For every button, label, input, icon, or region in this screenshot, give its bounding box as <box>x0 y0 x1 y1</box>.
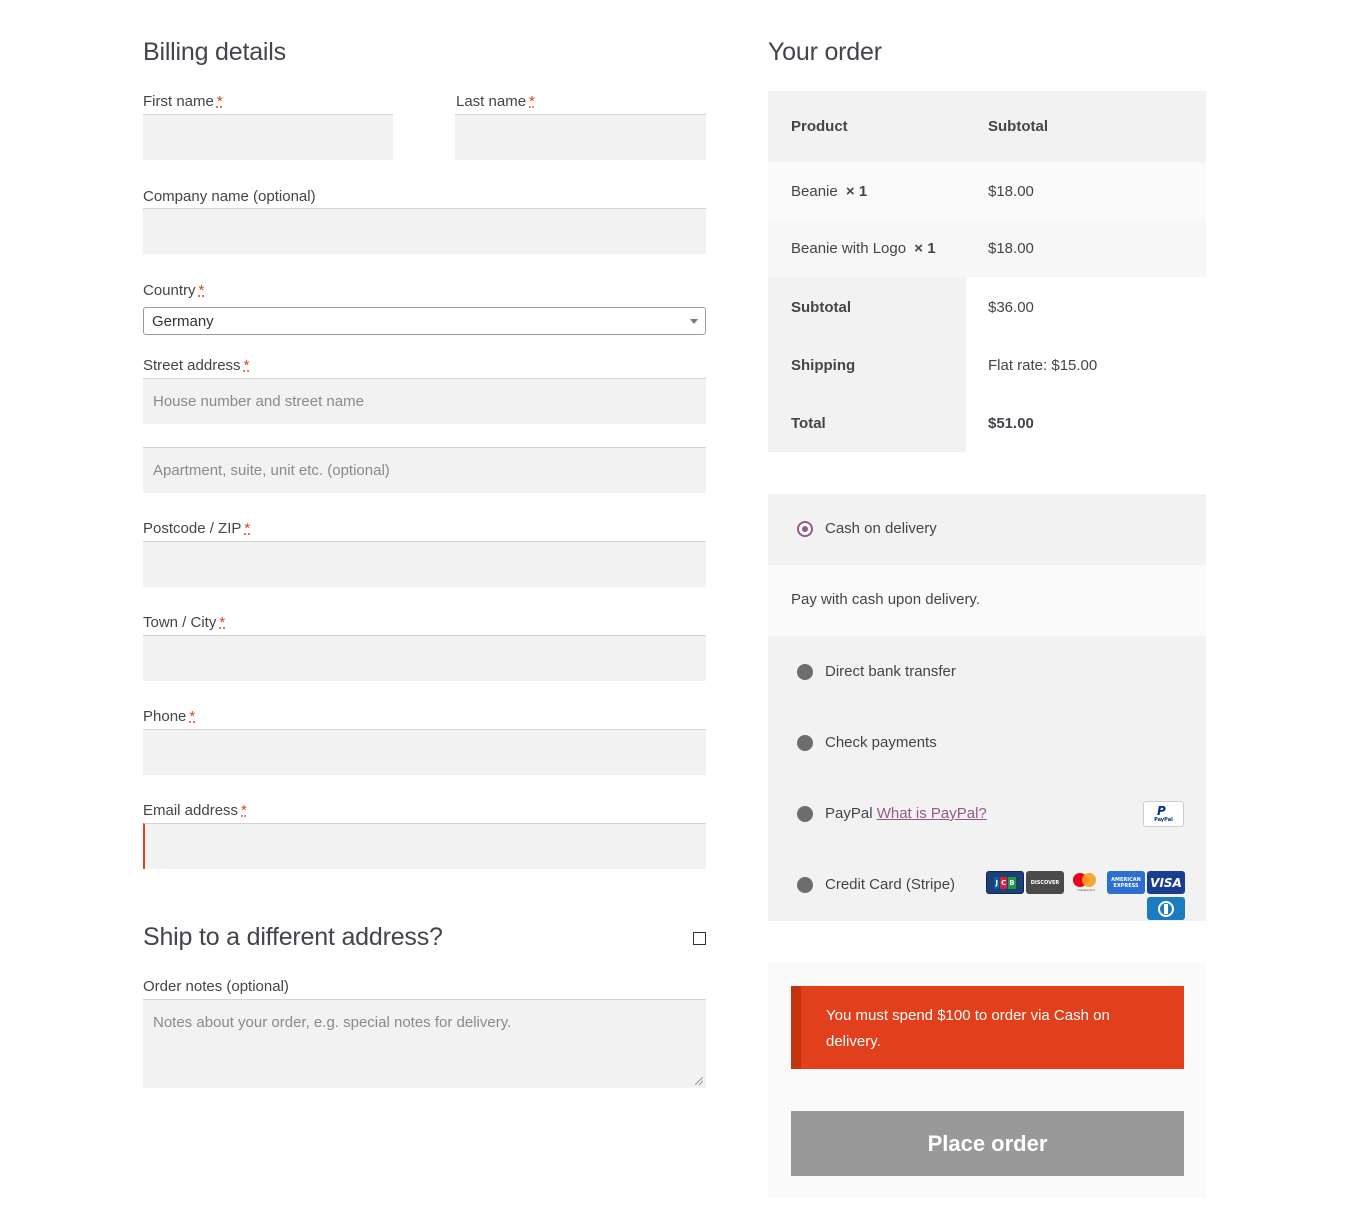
payment-option-bank[interactable] <box>768 636 1206 707</box>
item-price: $18.00 <box>988 183 1034 200</box>
order-table <box>768 91 1206 452</box>
payment-label[interactable]: Credit Card (Stripe) <box>825 876 956 893</box>
diners-card-icon <box>1147 897 1185 920</box>
shipping-label: Shipping <box>791 357 856 374</box>
item-price: $18.00 <box>988 240 1034 257</box>
required-mark: * <box>529 93 535 110</box>
apartment-placeholder: Apartment, suite, unit etc. (optional) <box>153 462 390 479</box>
radio-selected-icon[interactable] <box>797 521 813 537</box>
required-mark: * <box>244 520 251 537</box>
ship-different-title: Ship to a different address? <box>143 923 443 951</box>
payment-label[interactable]: Check payments <box>825 734 937 751</box>
order-notes-label: Order notes (optional) <box>143 978 289 995</box>
apartment-input[interactable] <box>143 447 706 493</box>
payment-label[interactable]: PayPal What is PayPal? <box>825 805 987 822</box>
visa-card-icon: VISA <box>1147 871 1185 894</box>
first-name-label: First name * <box>143 93 223 110</box>
order-notes-textarea[interactable] <box>143 999 706 1088</box>
street-placeholder: House number and street name <box>153 393 364 410</box>
item-name: Beanie with Logo × 1 <box>791 240 936 257</box>
totals-block <box>768 277 1206 452</box>
city-label: Town / City * <box>143 614 226 631</box>
country-value: Germany <box>152 313 214 330</box>
order-title: Your order <box>768 38 882 66</box>
required-mark: * <box>189 708 196 725</box>
country-select[interactable] <box>143 307 706 335</box>
error-notice <box>791 986 1184 1069</box>
first-name-input[interactable] <box>143 114 393 160</box>
table-row <box>768 162 1206 220</box>
payment-methods <box>768 494 1206 921</box>
discover-card-icon: DISCOVER <box>1026 871 1064 894</box>
resize-grip-icon[interactable] <box>695 1077 703 1085</box>
table-header-row <box>768 91 1206 162</box>
payment-option-paypal[interactable] <box>768 778 1206 849</box>
company-label: Company name (optional) <box>143 188 316 205</box>
item-name: Beanie × 1 <box>791 183 868 200</box>
radio-icon[interactable] <box>797 877 813 893</box>
cod-description: Pay with cash upon delivery. <box>791 591 980 608</box>
payment-option-check[interactable] <box>768 707 1206 778</box>
email-label: Email address * <box>143 802 247 819</box>
country-label: Country * <box>143 282 205 299</box>
what-is-paypal-link[interactable]: What is PayPal? <box>876 805 987 822</box>
payment-label[interactable]: Cash on delivery <box>825 520 937 537</box>
table-row <box>768 220 1206 277</box>
email-input[interactable] <box>143 823 706 869</box>
subtotal-label: Subtotal <box>791 299 851 316</box>
radio-icon[interactable] <box>797 664 813 680</box>
payment-option-cod[interactable] <box>768 494 1206 565</box>
total-label: Total <box>791 415 826 432</box>
billing-title: Billing details <box>143 38 286 66</box>
required-mark: * <box>198 282 205 299</box>
required-mark: * <box>219 614 226 631</box>
city-input[interactable] <box>143 635 706 681</box>
street-label: Street address * <box>143 357 250 374</box>
shipping-value: Flat rate: $15.00 <box>988 357 1098 374</box>
ship-different-checkbox[interactable] <box>693 932 706 945</box>
required-mark: * <box>243 357 250 374</box>
postcode-label: Postcode / ZIP * <box>143 520 251 537</box>
postcode-input[interactable] <box>143 541 706 587</box>
total-value: $51.00 <box>988 415 1034 432</box>
jcb-card-icon: J C B <box>986 871 1024 894</box>
chevron-down-icon <box>690 319 698 324</box>
radio-icon[interactable] <box>797 806 813 822</box>
last-name-input[interactable] <box>455 114 706 160</box>
radio-icon[interactable] <box>797 735 813 751</box>
payment-description <box>768 565 1206 636</box>
required-mark: * <box>216 93 223 110</box>
place-order-box <box>768 963 1206 1198</box>
phone-input[interactable] <box>143 729 706 775</box>
payment-label[interactable]: Direct bank transfer <box>825 663 956 680</box>
phone-label: Phone * <box>143 708 196 725</box>
header-product: Product <box>791 118 848 135</box>
place-order-button[interactable]: Place order <box>791 1111 1184 1176</box>
company-input[interactable] <box>143 208 706 254</box>
last-name-label: Last name * <box>456 93 535 110</box>
required-mark: * <box>241 802 247 819</box>
street-input[interactable] <box>143 378 706 424</box>
amex-card-icon: AMERICAN EXPRESS <box>1107 871 1145 894</box>
header-subtotal: Subtotal <box>988 118 1048 135</box>
subtotal-value: $36.00 <box>988 299 1034 316</box>
error-notice-text: You must spend $100 to order via Cash on delivery. <box>826 1007 1110 1050</box>
mastercard-card-icon: mastercard <box>1067 871 1105 894</box>
order-notes-placeholder: Notes about your order, e.g. special notes for delivery. <box>153 1014 512 1031</box>
payment-option-stripe[interactable] <box>768 849 1206 920</box>
paypal-logo-icon: P PayPal <box>1143 801 1184 827</box>
